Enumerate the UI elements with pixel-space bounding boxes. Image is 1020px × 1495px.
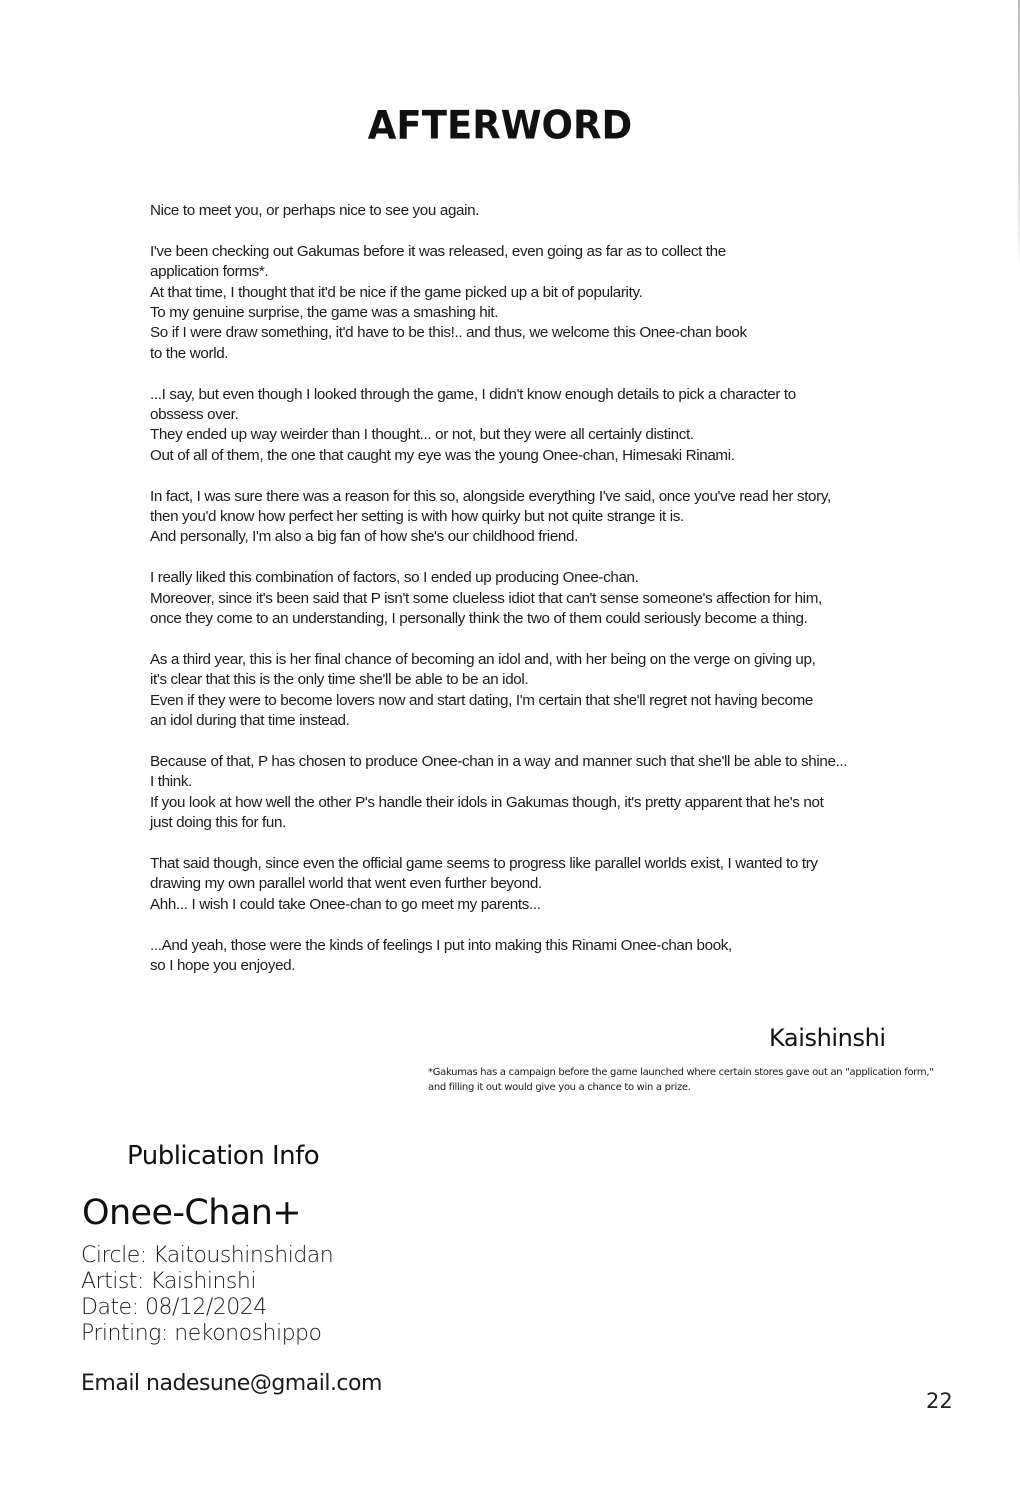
text-line: In fact, I was sure there was a reason for this so, alongside everything I've said, once you've read her story, bbox=[150, 487, 831, 505]
text-line: to the world. bbox=[150, 344, 229, 362]
text-line: I really liked this combination of factors, so I ended up producing Onee-chan. bbox=[150, 569, 639, 587]
text-line: To my genuine surprise, the game was a smashing hit. bbox=[150, 304, 499, 322]
text-line: Moreover, since it's been said that P isn't some clueless idiot that can't sense someone's affection for him, bbox=[150, 589, 822, 607]
publication-date: Date: 08/12/2024 bbox=[81, 1295, 267, 1320]
publication-email: Email nadesune@gmail.com bbox=[81, 1371, 382, 1396]
text-line: Even if they were to become lovers now and start dating, I'm certain that she'll regret not having become bbox=[150, 691, 813, 709]
paragraph bbox=[150, 854, 950, 915]
footnote-line: and filling it out would give you a chance to win a prize. bbox=[428, 1082, 691, 1093]
publication-printing: Printing: nekonoshippo bbox=[81, 1321, 322, 1346]
text-line: That said though, since even the official game seems to progress like parallel worlds exist, I wanted to try bbox=[150, 854, 818, 872]
text-line: And personally, I'm also a big fan of how she's our childhood friend. bbox=[150, 528, 578, 546]
publication-info-heading: Publication Info bbox=[127, 1141, 320, 1171]
text-line: Nice to meet you, or perhaps nice to see you again. bbox=[150, 202, 480, 219]
footnote-line: *Gakumas has a campaign before the game launched where certain stores gave out an "application form," bbox=[428, 1067, 934, 1078]
publication-circle: Circle: Kaitoushinshidan bbox=[81, 1243, 334, 1268]
text-line: obssess over. bbox=[150, 406, 239, 424]
paragraph bbox=[150, 201, 950, 221]
paragraph bbox=[150, 385, 950, 467]
text-line: so I hope you enjoyed. bbox=[150, 956, 296, 974]
text-line: an idol during that time instead. bbox=[150, 712, 350, 730]
paragraph bbox=[150, 936, 950, 977]
text-line: application forms*. bbox=[150, 263, 269, 281]
text-line: If you look at how well the other P's handle their idols in Gakumas though, it's pretty apparent that he's not bbox=[150, 793, 824, 811]
paragraph bbox=[150, 650, 950, 732]
footnote bbox=[428, 1065, 934, 1095]
author-signature: Kaishinshi bbox=[769, 1024, 886, 1052]
text-line: just doing this for fun. bbox=[150, 814, 286, 832]
text-line: ...And yeah, those were the kinds of feelings I put into making this Rinami Onee-chan book, bbox=[150, 936, 732, 954]
text-line: drawing my own parallel world that went even further beyond. bbox=[150, 875, 542, 893]
text-line: I think. bbox=[150, 773, 192, 791]
page-title: AFTERWORD bbox=[367, 102, 633, 149]
text-line: then you'd know how perfect her setting is with how quirky but not quite strange it is. bbox=[150, 508, 684, 526]
afterword-body bbox=[150, 201, 950, 997]
publication-title: Onee-Chan+ bbox=[82, 1193, 302, 1233]
paragraph bbox=[150, 752, 950, 834]
paragraph bbox=[150, 242, 950, 364]
text-line: I've been checking out Gakumas before it was released, even going as far as to collect the bbox=[150, 242, 726, 260]
text-line: They ended up way weirder than I thought... or not, but they were all certainly distinct. bbox=[150, 426, 694, 444]
page-number: 22 bbox=[926, 1389, 953, 1413]
text-line: Out of all of them, the one that caught my eye was the young Onee-chan, Himesaki Rinami. bbox=[150, 446, 735, 464]
text-line: it's clear that this is the only time she'll be able to be an idol. bbox=[150, 671, 529, 689]
text-line: Ahh... I wish I could take Onee-chan to go meet my parents... bbox=[150, 895, 541, 913]
text-line: Because of that, P has chosen to produce Onee-chan in a way and manner such that she'll be able to shine... bbox=[150, 752, 848, 770]
publication-artist: Artist: Kaishinshi bbox=[81, 1269, 256, 1294]
text-line: As a third year, this is her final chance of becoming an idol and, with her being on the verge on giving up, bbox=[150, 650, 816, 668]
paragraph bbox=[150, 568, 950, 629]
text-line: So if I were draw something, it'd have to be this!.. and thus, we welcome this Onee-chan book bbox=[150, 324, 747, 342]
text-line: At that time, I thought that it'd be nice if the game picked up a bit of popularity. bbox=[150, 283, 643, 301]
paragraph bbox=[150, 487, 950, 548]
text-line: ...I say, but even though I looked through the game, I didn't know enough details to pick a character to bbox=[150, 385, 796, 403]
publication-details bbox=[81, 1243, 333, 1347]
text-line: once they come to an understanding, I personally think the two of them could seriously become a thing. bbox=[150, 610, 808, 628]
